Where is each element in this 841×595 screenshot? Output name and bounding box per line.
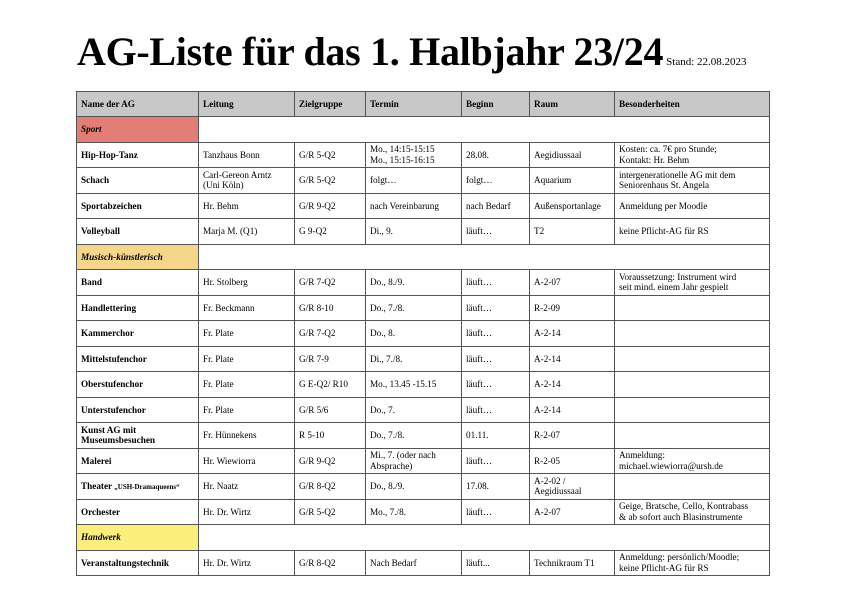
ag-besonderheiten — [615, 346, 770, 372]
ag-name: Orchester — [77, 499, 199, 525]
ag-leitung: Hr. Behm — [199, 193, 295, 219]
bes-line: Kontakt: Hr. Behm — [619, 154, 690, 165]
bes-line: seit mind. einem Jahr gespielt — [619, 282, 729, 293]
ag-leitung: Fr. Plate — [199, 346, 295, 372]
bes-line: Kosten: ca. 7€ pro Stunde; — [619, 144, 717, 155]
ag-beginn: nach Bedarf — [462, 193, 530, 219]
category-row-handwerk — [77, 525, 770, 551]
bes-line: Voraussetzung: Instrument wird — [619, 271, 737, 282]
category-row-musik — [77, 244, 770, 270]
ag-besonderheiten — [615, 423, 770, 449]
ag-name: Schach — [77, 168, 199, 194]
ag-zielgruppe: G 9-Q2 — [295, 219, 366, 245]
ag-beginn: läuft... — [462, 550, 530, 576]
ag-raum: A-2-14 — [530, 397, 615, 423]
table-row — [77, 423, 770, 449]
ag-name — [77, 423, 199, 449]
termin-line: Absprache) — [370, 460, 413, 471]
ag-beginn: 17.08. — [462, 474, 530, 500]
ag-raum: Technikraum T1 — [530, 550, 615, 576]
ag-zielgruppe: G E-Q2/ R10 — [295, 372, 366, 398]
page-title: AG-Liste für das 1. Halbjahr 23/24 — [77, 29, 664, 74]
ag-zielgruppe: G/R 9-Q2 — [295, 193, 366, 219]
ag-raum: A-2-14 — [530, 372, 615, 398]
termin-line: Mo., 14:15-15:15 — [370, 144, 435, 155]
bes-line: Geige, Bratsche, Cello, Kontrabass — [619, 501, 749, 512]
table-row — [77, 550, 770, 576]
ag-besonderheiten: Anmeldung per Moodle — [615, 193, 770, 219]
ag-name: Handlettering — [77, 295, 199, 321]
ag-termin: Di., 7./8. — [366, 346, 462, 372]
ag-raum: R-2-09 — [530, 295, 615, 321]
col-header-name: Name der AG — [77, 92, 199, 117]
ag-raum — [530, 474, 615, 500]
category-spacer — [199, 244, 770, 270]
ag-termin: Do., 7. — [366, 397, 462, 423]
ag-leitung: Marja M. (Q1) — [199, 219, 295, 245]
ag-leitung: Hr. Dr. Wirtz — [199, 550, 295, 576]
col-header-beginn: Beginn — [462, 92, 530, 117]
ag-beginn: läuft… — [462, 346, 530, 372]
table-row — [77, 346, 770, 372]
table-row — [77, 295, 770, 321]
ag-name: Mittelstufenchor — [77, 346, 199, 372]
ag-raum: R-2-07 — [530, 423, 615, 449]
ag-termin — [366, 142, 462, 168]
ag-beginn: läuft… — [462, 270, 530, 296]
ag-besonderheiten — [615, 448, 770, 474]
table-header-row — [77, 92, 770, 117]
bes-line: Anmeldung: persönlich/Moodle; — [619, 552, 740, 563]
ag-name: Kammerchor — [77, 321, 199, 347]
ag-leitung: Fr. Beckmann — [199, 295, 295, 321]
table-row — [77, 397, 770, 423]
ag-zielgruppe: G/R 7-Q2 — [295, 270, 366, 296]
ag-termin: Do., 7./8. — [366, 423, 462, 449]
ag-raum: A-2-07 — [530, 499, 615, 525]
bes-line: intergenerationelle AG mit dem — [619, 169, 736, 180]
table-row — [77, 321, 770, 347]
ag-termin: folgt… — [366, 168, 462, 194]
ag-besonderheiten — [615, 168, 770, 194]
bes-line: keine Pflicht-AG für RS — [619, 562, 709, 573]
ag-zielgruppe: G/R 7-Q2 — [295, 321, 366, 347]
ag-besonderheiten — [615, 474, 770, 500]
ag-zielgruppe: G/R 5-Q2 — [295, 499, 366, 525]
ag-leitung: Hr. Dr. Wirtz — [199, 499, 295, 525]
table-row — [77, 219, 770, 245]
ag-name: Sportabzeichen — [77, 193, 199, 219]
ag-besonderheiten — [615, 499, 770, 525]
ag-name: Malerei — [77, 448, 199, 474]
ag-termin — [366, 448, 462, 474]
ag-beginn: läuft… — [462, 448, 530, 474]
bes-line: Seniorenhaus St. Angela — [619, 180, 710, 191]
ag-raum: Aquarium — [530, 168, 615, 194]
category-spacer — [199, 117, 770, 143]
ag-beginn: läuft… — [462, 397, 530, 423]
ag-raum: Aegidiussaal — [530, 142, 615, 168]
ag-zielgruppe: G/R 8-Q2 — [295, 474, 366, 500]
category-label-musik: Musisch-künstlerisch — [77, 244, 199, 270]
ag-leitung: Hr. Wiewiorra — [199, 448, 295, 474]
ag-termin: Mo., 13.45 -15.15 — [366, 372, 462, 398]
ag-termin: Do., 7./8. — [366, 295, 462, 321]
name-line: Museumsbesuchen — [81, 435, 156, 446]
ag-leitung — [199, 168, 295, 194]
ag-beginn: läuft… — [462, 499, 530, 525]
table-row — [77, 168, 770, 194]
bes-line: michael.wiewiorra@ursh.de — [619, 460, 723, 471]
ag-termin: Do., 8./9. — [366, 474, 462, 500]
ag-zielgruppe: R 5-10 — [295, 423, 366, 449]
table-row — [77, 474, 770, 500]
ag-beginn: läuft… — [462, 295, 530, 321]
termin-line: Mi., 7. (oder nach — [370, 450, 436, 461]
ag-besonderheiten — [615, 270, 770, 296]
name-subtitle: „USH-Dramaqueens“ — [114, 482, 180, 491]
leitung-line: (Uni Köln) — [203, 180, 244, 191]
category-spacer — [199, 525, 770, 551]
ag-beginn: folgt… — [462, 168, 530, 194]
ag-name: Hip-Hop-Tanz — [77, 142, 199, 168]
ag-name — [77, 474, 199, 500]
page-header — [77, 28, 747, 75]
category-row-sport — [77, 117, 770, 143]
bes-line: Anmeldung: — [619, 450, 665, 461]
name-text: Theater — [81, 480, 112, 491]
ag-name: Volleyball — [77, 219, 199, 245]
col-header-zielgruppe: Zielgruppe — [295, 92, 366, 117]
table-row — [77, 193, 770, 219]
bes-line: & ab sofort auch Blasinstrumente — [619, 511, 743, 522]
category-label-sport: Sport — [77, 117, 199, 143]
ag-besonderheiten — [615, 550, 770, 576]
name-line: Kunst AG mit — [81, 424, 137, 435]
ag-termin: Do., 8./9. — [366, 270, 462, 296]
ag-zielgruppe: G/R 8-Q2 — [295, 550, 366, 576]
ag-raum: A-2-14 — [530, 321, 615, 347]
table-row — [77, 499, 770, 525]
ag-termin: Nach Bedarf — [366, 550, 462, 576]
category-label-handwerk: Handwerk — [77, 525, 199, 551]
ag-table — [76, 91, 770, 576]
ag-raum: A-2-14 — [530, 346, 615, 372]
ag-leitung: Tanzhaus Bonn — [199, 142, 295, 168]
stand-date: Stand: 22.08.2023 — [666, 56, 747, 68]
ag-raum: T2 — [530, 219, 615, 245]
ag-termin: Di., 9. — [366, 219, 462, 245]
ag-beginn: läuft… — [462, 219, 530, 245]
ag-besonderheiten — [615, 142, 770, 168]
col-header-besonderheiten: Besonderheiten — [615, 92, 770, 117]
ag-leitung: Fr. Hünnekens — [199, 423, 295, 449]
col-header-raum: Raum — [530, 92, 615, 117]
ag-termin: Do., 8. — [366, 321, 462, 347]
termin-line: Mo., 15:15-16:15 — [370, 154, 435, 165]
ag-beginn: läuft… — [462, 372, 530, 398]
table-row — [77, 372, 770, 398]
ag-raum: A-2-07 — [530, 270, 615, 296]
ag-name: Band — [77, 270, 199, 296]
ag-zielgruppe: G/R 7-9 — [295, 346, 366, 372]
table-row — [77, 448, 770, 474]
col-header-termin: Termin — [366, 92, 462, 117]
ag-leitung: Fr. Plate — [199, 397, 295, 423]
ag-name: Unterstufenchor — [77, 397, 199, 423]
ag-beginn: 28.08. — [462, 142, 530, 168]
table-row — [77, 142, 770, 168]
ag-zielgruppe: G/R 5-Q2 — [295, 142, 366, 168]
ag-besonderheiten — [615, 295, 770, 321]
ag-leitung: Fr. Plate — [199, 372, 295, 398]
ag-beginn: läuft… — [462, 321, 530, 347]
ag-besonderheiten — [615, 321, 770, 347]
table-row — [77, 270, 770, 296]
ag-raum: Außensportanlage — [530, 193, 615, 219]
leitung-line: Carl-Gereon Arntz — [203, 169, 272, 180]
ag-raum: R-2-05 — [530, 448, 615, 474]
col-header-leitung: Leitung — [199, 92, 295, 117]
ag-zielgruppe: G/R 9-Q2 — [295, 448, 366, 474]
raum-line: A-2-02 / — [534, 475, 566, 486]
ag-termin: nach Vereinbarung — [366, 193, 462, 219]
ag-name: Oberstufenchor — [77, 372, 199, 398]
ag-zielgruppe: G/R 8-10 — [295, 295, 366, 321]
ag-termin: Mo., 7./8. — [366, 499, 462, 525]
ag-leitung: Fr. Plate — [199, 321, 295, 347]
ag-besonderheiten — [615, 372, 770, 398]
ag-zielgruppe: G/R 5/6 — [295, 397, 366, 423]
ag-besonderheiten — [615, 397, 770, 423]
ag-leitung: Hr. Stolberg — [199, 270, 295, 296]
ag-name: Veranstaltungstechnik — [77, 550, 199, 576]
ag-leitung: Hr. Naatz — [199, 474, 295, 500]
ag-zielgruppe: G/R 5-Q2 — [295, 168, 366, 194]
ag-beginn: 01.11. — [462, 423, 530, 449]
raum-line: Aegidiussaal — [534, 486, 582, 497]
ag-besonderheiten: keine Pflicht-AG für RS — [615, 219, 770, 245]
